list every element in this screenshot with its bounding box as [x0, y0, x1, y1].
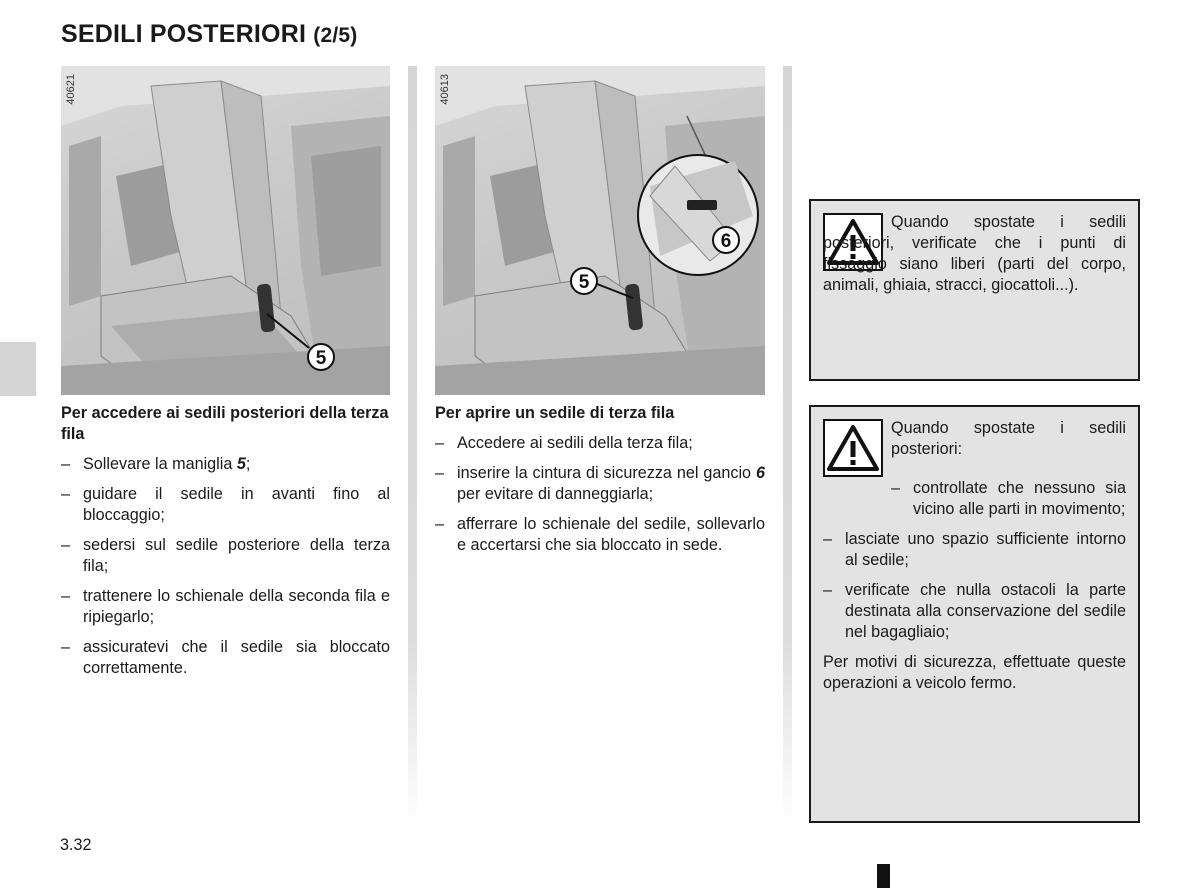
figure-third-row-seat — [435, 66, 765, 395]
seat-illustration-2 — [435, 66, 765, 395]
callout-label: 5 — [315, 348, 327, 369]
warning-text — [823, 418, 1126, 694]
seat-illustration-1 — [61, 66, 390, 395]
warning-box-moving-seats — [809, 405, 1140, 823]
step-text: inserire la cintura di sicurezza nel gancio — [457, 464, 756, 482]
column-divider-2 — [783, 66, 792, 826]
column-divider-1 — [408, 66, 417, 826]
section-heading: Per accedere ai sedili posteriori della terza fila — [61, 404, 389, 443]
page-title — [61, 20, 357, 49]
page-title-main: SEDILI POSTERIORI — [61, 20, 307, 48]
figure-code: 40613 — [439, 74, 451, 105]
list-item — [61, 454, 390, 475]
instructions-third-row — [435, 403, 765, 565]
page-title-part: (2/5) — [313, 24, 358, 47]
step-text: Sollevare la maniglia — [83, 455, 237, 473]
figure-rear-seat-access — [61, 66, 390, 395]
reference-number: 6 — [755, 464, 765, 482]
warning-text — [823, 212, 1126, 296]
step-list — [61, 454, 390, 679]
warning-box-fixing-points — [809, 199, 1140, 381]
list-item — [435, 463, 765, 505]
step-text-tail: ; — [245, 455, 251, 473]
step-text-tail: per evitare di danneggiarla; — [457, 485, 654, 503]
callout-label: 6 — [720, 231, 732, 252]
list-item: – verificate che nulla ostacoli la parte destinata alla conservazione del sedile nel bagagliaio; — [823, 580, 1126, 643]
page-number: 3.32 — [60, 836, 92, 854]
list-item: – trattenere lo schienale della seconda fila e ripiegarlo; — [61, 586, 390, 628]
list-item: – Accedere ai sedili della terza fila; — [435, 433, 765, 454]
figure-code: 40621 — [65, 74, 77, 105]
chapter-side-tab — [0, 342, 36, 396]
instructions-access — [61, 403, 390, 688]
section-heading: Per aprire un sedile di terza fila — [435, 404, 675, 422]
warning-outro: Per motivi di sicurezza, effettuate queste operazioni a veicolo fermo. — [823, 653, 1126, 692]
list-item: – controllate che nessuno sia vicino alle parti in movimento; — [891, 478, 1126, 520]
callout-label: 5 — [578, 272, 590, 293]
step-list — [435, 433, 765, 556]
list-item: – sedersi sul sedile posteriore della terza fila; — [61, 535, 390, 577]
list-item: – afferrare lo schienale del sedile, sollevarlo e accertarsi che sia bloccato in sede. — [435, 514, 765, 556]
reference-number: 5 — [236, 455, 246, 473]
page-corner-mark — [877, 864, 890, 888]
warning-list — [823, 478, 1126, 643]
list-item: – lasciate uno spazio sufficiente intorno al sedile; — [823, 529, 1126, 571]
warning-intro: Quando spostate i sedili posteriori: — [891, 419, 1126, 458]
warning-paragraph: Quando spostate i sedili posteriori, verificate che i punti di fissaggio siano liberi (parti del corpo, animali, ghiaia, stracci, giocattoli...). — [823, 213, 1126, 294]
list-item: – guidare il sedile in avanti fino al bloccaggio; — [61, 484, 390, 526]
list-item: – assicuratevi che il sedile sia bloccato correttamente. — [61, 637, 390, 679]
